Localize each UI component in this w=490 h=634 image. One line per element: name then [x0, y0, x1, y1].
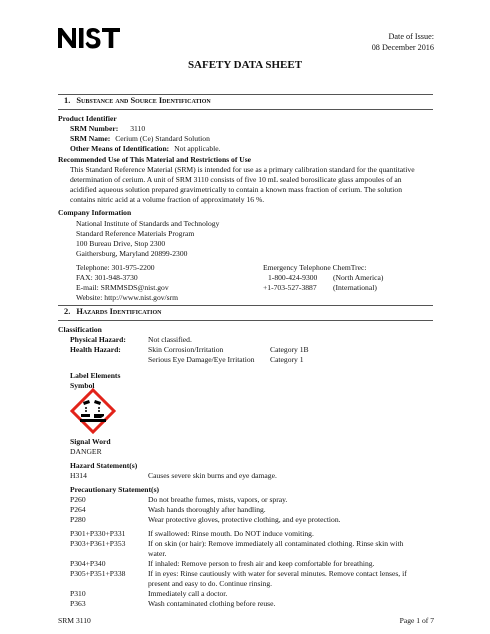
srm-name-row — [70, 134, 210, 144]
section-1-bottom-rule — [58, 109, 433, 110]
company-line: Standard Reference Materials Program — [76, 229, 195, 238]
emergency-intl-region: (International) — [333, 283, 377, 292]
emergency-intl-number: +1-703-527-3887 — [263, 283, 317, 292]
classification-heading: Classification — [58, 325, 102, 334]
emergency-na-number: 1-800-424-9300 — [268, 273, 318, 282]
precautionary-code: P280 — [70, 515, 86, 524]
footer-page-number: Page 1 of 7 — [399, 616, 434, 625]
website-link[interactable]: Website: http://www.nist.gov/srm — [76, 293, 179, 302]
section-2-top-rule — [58, 305, 433, 306]
section-1-top-rule — [58, 94, 433, 95]
precautionary-text: Do not breathe fumes, mists, vapors, or spray. — [148, 495, 288, 504]
company-line: National Institute of Standards and Technology — [76, 219, 220, 228]
emergency-na-region: (North America) — [333, 273, 384, 282]
health-hazard-label: Health Hazard: — [70, 345, 121, 354]
health-hazard-name: Skin Corrosion/Irritation — [148, 345, 224, 354]
precautionary-code: P305+P351+P338 — [70, 569, 126, 578]
srm-number-value: 3110 — [130, 124, 146, 133]
precautionary-heading: Precautionary Statement(s) — [70, 485, 160, 494]
telephone: Telephone: 301-975-2200 — [76, 263, 155, 272]
email-link[interactable]: E-mail: SRMMSDS@nist.gov — [76, 283, 169, 292]
recommended-use-line: contains nitric acid at a volume fraction of approximately 16 %. — [70, 195, 265, 204]
precautionary-text: If on skin (or hair): Remove immediately all contaminated clothing. Rinse skin with — [148, 539, 404, 548]
section-1-title: Substance and Source Identification — [76, 96, 211, 105]
srm-number-row — [70, 124, 145, 134]
precautionary-code: P304+P340 — [70, 559, 106, 568]
precautionary-text: Wash contaminated clothing before reuse. — [148, 599, 276, 608]
precautionary-code: P363 — [70, 599, 86, 608]
nist-logo — [58, 27, 120, 52]
srm-name-label: SRM Name: — [70, 134, 111, 143]
other-means-value: Not applicable. — [174, 144, 221, 153]
section-1-number: 1. — [64, 96, 71, 105]
precautionary-code: P310 — [70, 589, 86, 598]
hazard-text: Causes severe skin burns and eye damage. — [148, 471, 277, 480]
srm-name-value: Cerium (Ce) Standard Solution — [115, 134, 210, 143]
other-means-row — [70, 144, 221, 154]
physical-hazard-value: Not classified. — [148, 335, 192, 344]
precautionary-text: Wash hands thoroughly after handling. — [148, 505, 266, 514]
health-hazard-category: Category 1 — [270, 355, 304, 364]
product-identifier-heading: Product Identifier — [58, 114, 117, 123]
section-2-title: Hazards Identification — [76, 307, 162, 316]
precautionary-text: If swallowed: Rinse mouth. Do NOT induce vomiting. — [148, 529, 314, 538]
precautionary-text: If in eyes: Rinse cautiously with water for several minutes. Remove contact lenses, if — [148, 569, 407, 578]
date-of-issue-label: Date of Issue: — [388, 32, 434, 41]
physical-hazard-label: Physical Hazard: — [70, 335, 126, 344]
section-2-number: 2. — [64, 307, 71, 316]
section-1-heading — [64, 96, 211, 106]
hazard-code: H314 — [70, 471, 87, 480]
label-elements-heading: Label Elements — [70, 371, 121, 380]
other-means-label: Other Means of Identification: — [70, 144, 170, 153]
corrosion-pictogram-icon — [70, 388, 116, 437]
section-2-heading — [64, 307, 161, 317]
recommended-use-line: determination of cerium. A unit of SRM 3110 consists of five 10 mL sealed borosilicate glass ampoules of an — [70, 175, 402, 184]
recommended-use-line: This Standard Reference Material (SRM) is intended for use as a primary calibration standard for the quantitative — [70, 165, 415, 174]
precautionary-code: P303+P361+P353 — [70, 539, 126, 548]
footer-document-id: SRM 3110 — [58, 616, 91, 625]
precautionary-code: P260 — [70, 495, 86, 504]
precautionary-code: P264 — [70, 505, 86, 514]
fax: FAX: 301-948-3730 — [76, 273, 138, 282]
precautionary-text: Wear protective gloves, protective clothing, and eye protection. — [148, 515, 341, 524]
signal-word-heading: Signal Word — [70, 437, 111, 446]
company-line: 100 Bureau Drive, Stop 2300 — [76, 239, 166, 248]
srm-number-label: SRM Number: — [70, 124, 119, 133]
date-of-issue-value: 08 December 2016 — [371, 43, 434, 52]
section-2-bottom-rule — [58, 320, 433, 321]
company-information-heading: Company Information — [58, 208, 132, 217]
emergency-heading: Emergency Telephone ChemTrec: — [263, 263, 367, 272]
hazard-statements-heading: Hazard Statement(s) — [70, 461, 138, 470]
precautionary-code: P301+P330+P331 — [70, 529, 126, 538]
precautionary-text: Immediately call a doctor. — [148, 589, 228, 598]
company-line: Gaithersburg, Maryland 20899-2300 — [76, 249, 188, 258]
symbol-heading: Symbol — [70, 381, 95, 390]
document-title: SAFETY DATA SHEET — [187, 59, 303, 71]
precautionary-text: water. — [148, 549, 167, 558]
health-hazard-category: Category 1B — [270, 345, 309, 354]
precautionary-text: present and easy to do. Continue rinsing. — [148, 579, 273, 588]
recommended-use-line: acidified aqueous solution prepared gravimetrically to contain a known mass fraction of cerium. The solution — [70, 185, 402, 194]
health-hazard-name: Serious Eye Damage/Eye Irritation — [148, 355, 255, 364]
recommended-use-heading: Recommended Use of This Material and Restrictions of Use — [58, 155, 252, 164]
signal-word-value: DANGER — [70, 447, 102, 456]
precautionary-text: If inhaled: Remove person to fresh air and keep comfortable for breathing. — [148, 559, 375, 568]
